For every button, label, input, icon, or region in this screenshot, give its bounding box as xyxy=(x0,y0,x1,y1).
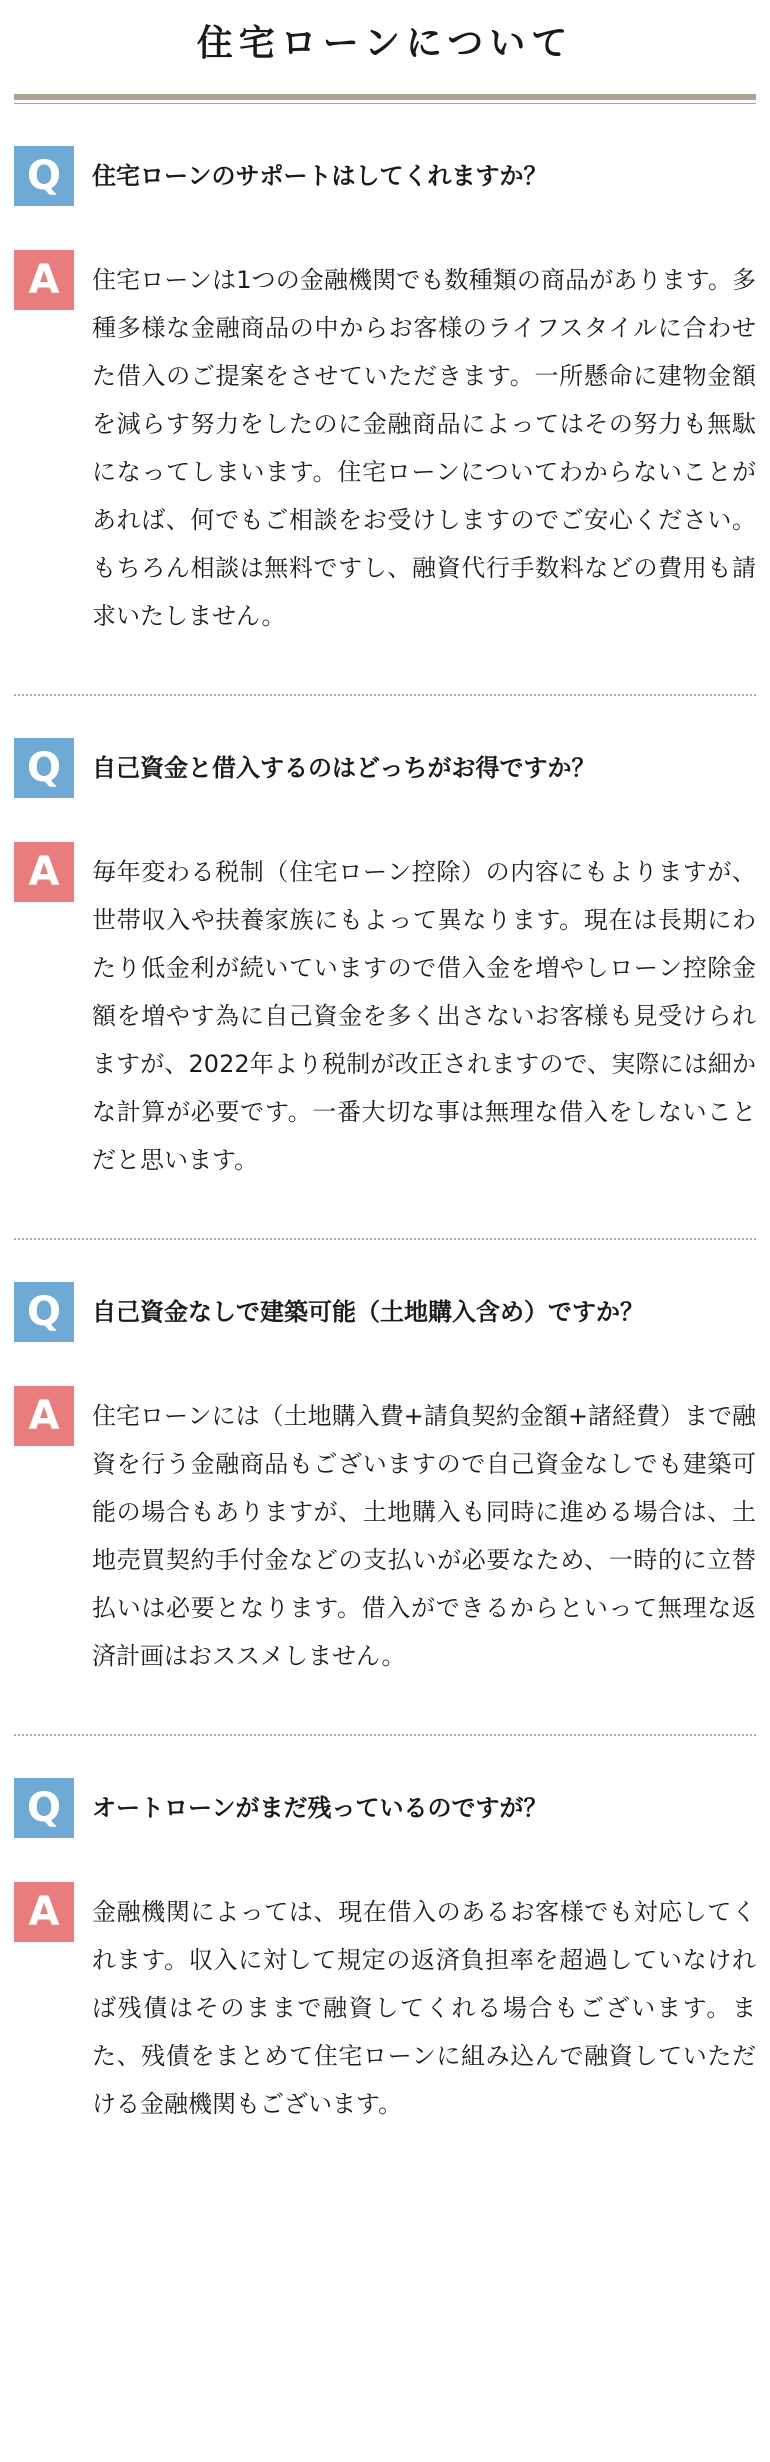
faq-item xyxy=(14,696,756,1240)
page-title: 住宅ローンについて xyxy=(196,22,574,64)
question-text: 住宅ローンのサポートはしてくれますか？ xyxy=(92,162,548,190)
answer-row xyxy=(14,250,756,640)
answer-badge-icon: A xyxy=(14,250,74,310)
question-text: 自己資金と借入するのはどっちがお得ですか？ xyxy=(92,754,596,782)
answer-badge-icon: A xyxy=(14,1386,74,1446)
faq-item xyxy=(14,104,756,696)
faq-item xyxy=(14,1736,756,2182)
question-badge-icon: Q xyxy=(14,1282,74,1342)
question-row xyxy=(14,146,756,206)
page-header xyxy=(14,0,756,104)
question-badge-icon: Q xyxy=(14,146,74,206)
question-badge-icon: Q xyxy=(14,1778,74,1838)
answer-text: 住宅ローンは1つの金融機関でも数種類の商品があります。多種多様な金融商品の中からお客様のライフスタイルに合わせた借入のご提案をさせていただきます。一所懸命に建物金額を減らす努力をしたのに金融商品によってはその努力も無駄になってしまいます。住宅ローンについてわからないことがあれば、何でもご相談をお受けしますのでご安心ください。もちろん相談は無料ですし、融資代行手数料などの費用も請求いたしません。 xyxy=(92,266,756,630)
question-text: オートローンがまだ残っているのですが？ xyxy=(92,1794,548,1822)
answer-text: 毎年変わる税制（住宅ローン控除）の内容にもよりますが、世帯収入や扶養家族にもよって異なります。現在は長期にわたり低金利が続いていますので借入金を増やしローン控除金額を増やす為に自己資金を多く出さないお客様も見受けられますが、2022年より税制が改正されますので、実際には細かな計算が必要です。一番大切な事は無理な借入をしないことだと思います。 xyxy=(92,858,756,1174)
answer-row xyxy=(14,1882,756,2128)
answer-badge-icon: A xyxy=(14,842,74,902)
title-divider-thick xyxy=(14,94,756,100)
answer-text: 住宅ローンには（土地購入費+請負契約金額+諸経費）まで融資を行う金融商品もございますので自己資金なしでも建築可能の場合もありますが、土地購入も同時に進める場合は、土地売買契約手付金などの支払いが必要なため、一時的に立替払いは必要となります。借入ができるからといって無理な返済計画はおススメしません。 xyxy=(92,1402,756,1670)
question-row xyxy=(14,738,756,798)
faq-list xyxy=(14,104,756,2182)
faq-item xyxy=(14,1240,756,1736)
answer-text: 金融機関によっては、現在借入のあるお客様でも対応してくれます。収入に対して規定の返済負担率を超過していなければ残債はそのままで融資してくれる場合もございます。また、残債をまとめて住宅ローンに組み込んで融資していただける金融機関もございます。 xyxy=(92,1898,756,2118)
question-badge-icon: Q xyxy=(14,738,74,798)
answer-badge-icon: A xyxy=(14,1882,74,1942)
answer-row xyxy=(14,1386,756,1680)
question-text: 自己資金なしで建築可能（土地購入含め）ですか？ xyxy=(92,1298,644,1326)
page-title-container xyxy=(14,0,756,80)
question-row xyxy=(14,1282,756,1342)
answer-row xyxy=(14,842,756,1184)
question-row xyxy=(14,1778,756,1838)
